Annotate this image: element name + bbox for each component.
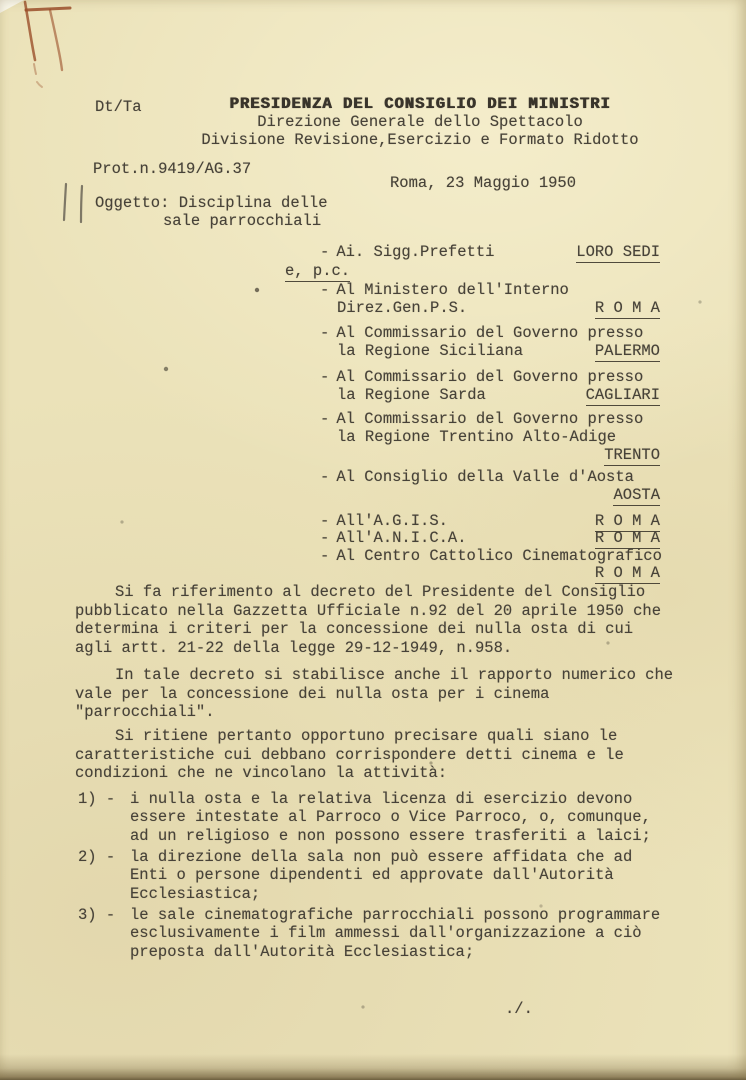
list-item-3: le sale cinematografiche parrocchiali possono programmare esclusivamente i film ammessi dall'organizzazione a ciò preposta dall'Autorità Ecclesiastica; (130, 906, 661, 961)
city-name: R O M A (594, 564, 660, 582)
handwritten-corner-mark (0, 0, 90, 92)
recipient-row (320, 529, 467, 547)
recipient-line2: la Regione Trentino Alto-Adige (337, 428, 617, 446)
recipient-name: Al Commissario del Governo presso (336, 324, 644, 342)
city-name: R O M A (594, 299, 660, 317)
recipient-name: Al Commissario del Governo presso (336, 368, 644, 386)
recipient-row (320, 547, 662, 565)
recipient-city (538, 386, 660, 406)
city-name: AOSTA (613, 486, 660, 504)
city-name: CAGLIARI (585, 386, 660, 404)
recipient-line2: la Regione Sarda (337, 386, 486, 404)
recipient-city (538, 446, 660, 466)
recipient-row (320, 243, 494, 261)
list-marker-1: 1) - (78, 790, 116, 808)
cc-label (285, 262, 350, 282)
recipient-city (538, 243, 660, 263)
pencil-margin-marks (58, 180, 94, 228)
city-name: TRENTO (604, 446, 660, 464)
typist-reference: Dt/Ta (95, 98, 142, 116)
paper-specks (0, 0, 2, 2)
body-paragraph-3: Si ritiene pertanto opportuno precisare quali siano le caratteristiche cui debbano corrispondere detti cinema e le condizioni che ne vincolano la attività: (75, 727, 624, 782)
scan-bottom-shadow (0, 1054, 746, 1080)
dash-mark: - (320, 468, 330, 486)
protocol-number: Prot.n.9419/AG.37 (93, 160, 252, 178)
list-item-1: i nulla osta e la relativa licenza di esercizio devono essere intestate al Parroco o Vice Parroco, o, comunque, ad un religioso e non possono essere trasferiti a laici; (130, 790, 651, 845)
recipient-row (320, 324, 643, 342)
list-marker-3: 3) - (78, 906, 116, 924)
body-paragraph-2: In tale decreto si stabilisce anche il rapporto numerico che vale per la concessione dei nulla osta per i cinema "parrocchiali". (75, 666, 674, 721)
subject-line-1: Oggetto: Disciplina delle (95, 194, 328, 212)
dash-mark: - (320, 512, 330, 530)
org-direction: Direzione Generale dello Spettacolo (257, 113, 583, 131)
recipient-name: Al Commissario del Governo presso (336, 410, 644, 428)
dash-mark: - (320, 547, 330, 565)
city-name: R O M A (594, 512, 660, 530)
recipient-line2: Direz.Gen.P.S. (337, 299, 468, 317)
org-division: Divisione Revisione,Esercizio e Formato Ridotto (201, 131, 639, 149)
org-title: PRESIDENZA DEL CONSIGLIO DEI MINISTRI (229, 95, 611, 113)
recipient-city (538, 342, 660, 362)
recipient-row (320, 410, 643, 428)
recipient-name: Al Ministero dell'Interno (336, 281, 569, 299)
dash-mark: - (320, 324, 330, 342)
list-item-2: la direzione della sala non può essere affidata che ad Enti o persone dipendenti ed approvate dall'Autorità Ecclesiastica; (130, 848, 633, 903)
recipient-row (320, 368, 643, 386)
continuation-mark: ./. (505, 1000, 533, 1018)
dateline: Roma, 23 Maggio 1950 (390, 174, 577, 192)
recipient-name: All'A.N.I.C.A. (336, 529, 467, 547)
recipient-city (538, 529, 660, 549)
recipient-row (320, 512, 448, 530)
city-name: R O M A (594, 529, 660, 547)
city-name: LORO SEDI (576, 243, 660, 261)
recipient-row (320, 281, 569, 299)
recipient-name: Ai. Sigg.Prefetti (336, 243, 495, 261)
dash-mark: - (320, 243, 330, 261)
cc-text: e, p.c. (285, 262, 351, 280)
dash-mark: - (320, 368, 330, 386)
dash-mark: - (320, 410, 330, 428)
recipient-city (538, 299, 660, 319)
recipient-name: Al Consiglio della Valle d'Aosta (336, 468, 634, 486)
recipient-row (320, 468, 634, 486)
recipient-line2: la Regione Siciliana (337, 342, 524, 360)
recipient-city (538, 486, 660, 506)
recipient-name: Al Centro Cattolico Cinematografico (336, 547, 662, 565)
list-marker-2: 2) - (78, 848, 116, 866)
dash-mark: - (320, 529, 330, 547)
body-paragraph-1: Si fa riferimento al decreto del Presidente del Consiglio pubblicato nella Gazzetta Ufficiale n.92 del 20 aprile 1950 che determina i criteri per la concessione dei nulla osta di cui agli artt. 21-22 della legge 29-12-1949, n.958. (75, 583, 661, 657)
city-name: PALERMO (594, 342, 660, 360)
dash-mark: - (320, 281, 330, 299)
recipient-name: All'A.G.I.S. (336, 512, 448, 530)
subject-line-2: sale parrocchiali (163, 212, 322, 230)
recipient-city (538, 564, 660, 584)
